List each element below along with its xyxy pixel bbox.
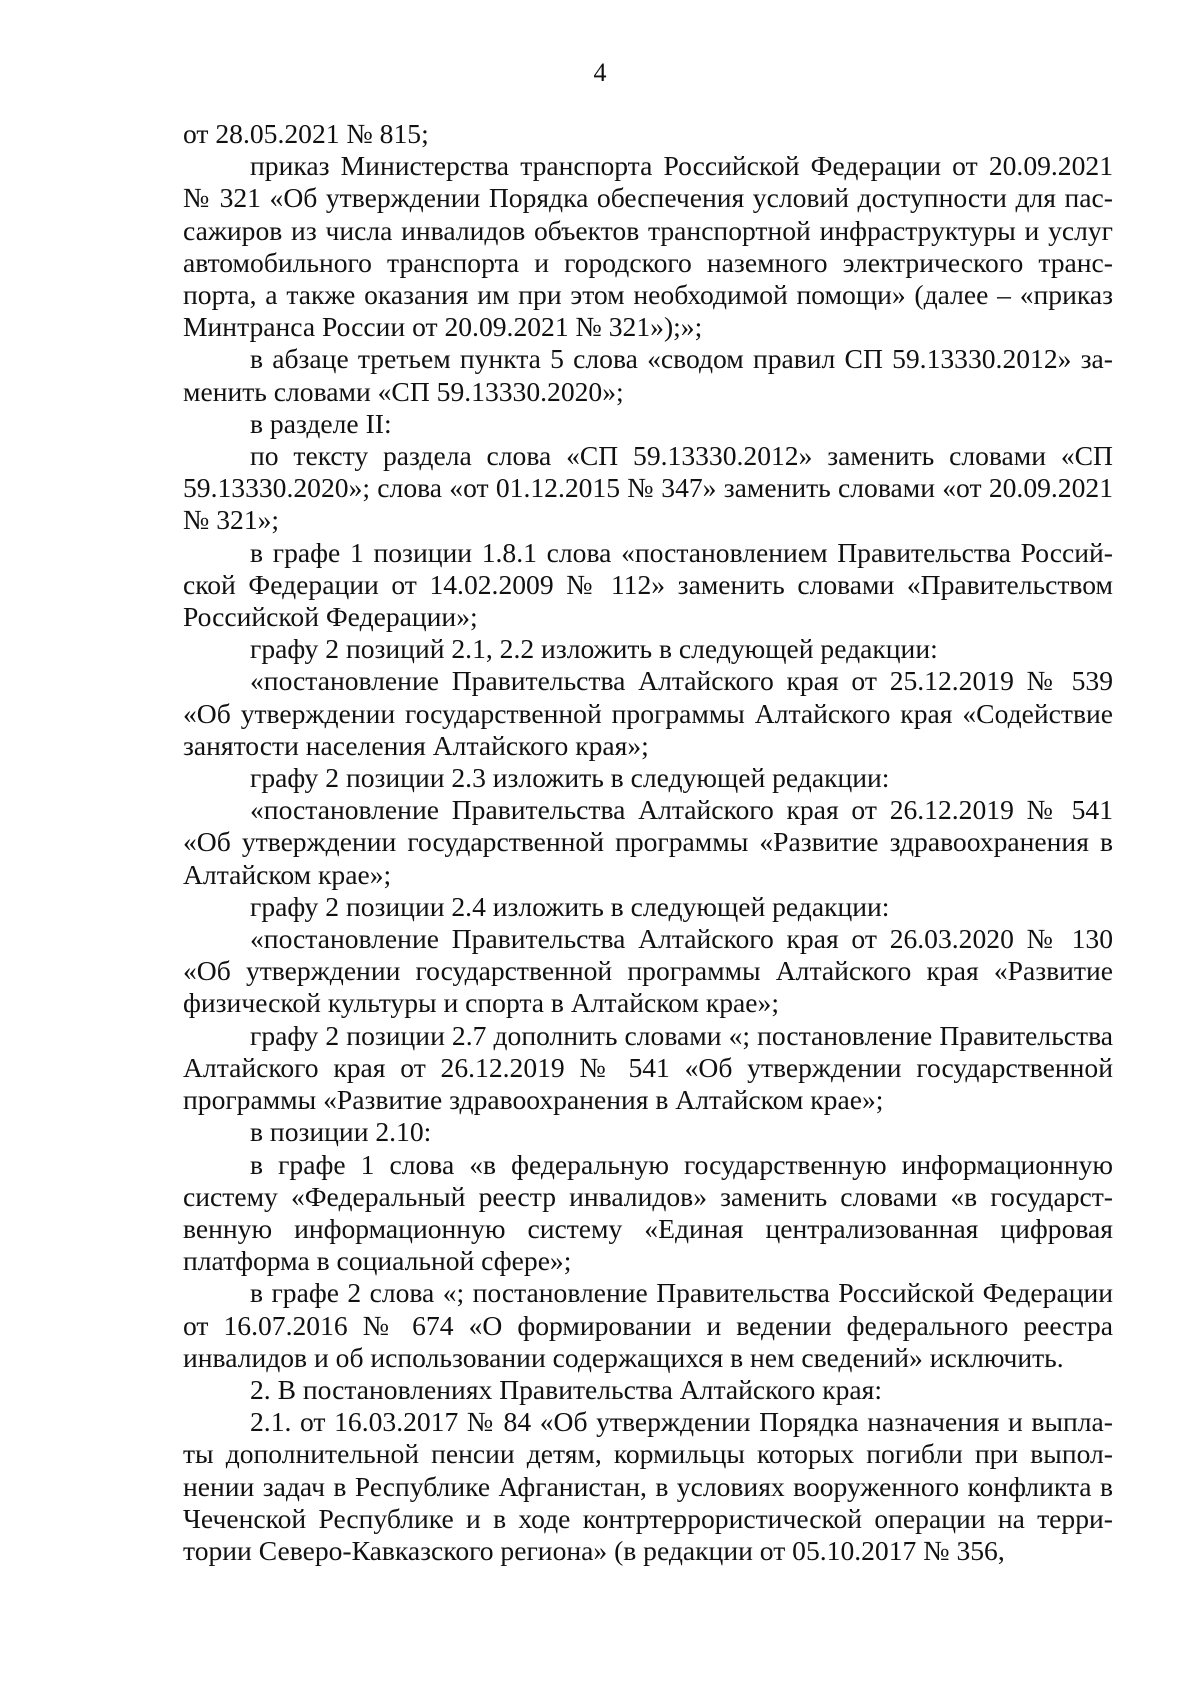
paragraph: «постановление Правительства Алтайского края от 26.12.2019 № 541 «Об утверждении государственной программы «Развитие здравоохранения в Алтайском крае»; [183,794,1113,890]
paragraph: от 28.05.2021 № 815; [183,118,429,149]
paragraph: графу 2 позиции 2.3 изложить в следующей редакции: [250,762,890,794]
paragraph: в разделе II: [250,407,392,439]
paragraph: в графе 2 слова «; постановление Правительства Российской Федерации от 16.07.2016 № 674 «О формировании и ведении федерального реестра инвалидов и об использовании содержащихся в нем сведений» исключить. [183,1277,1113,1373]
paragraph: графу 2 позиции 2.7 дополнить словами «; постановление Правительства Алтайского края от 26.12.2019 № 541 «Об утверждении государственной программы «Развитие здравоохранения в Алтайском крае»; [183,1019,1113,1116]
paragraph: в графе 1 позиции 1.8.1 слова «постановлением Правительства Российской Федерации от 14.02.2009 № 112» заменить словами «Правительством Российской Федерации»; [183,536,1113,633]
paragraph: графу 2 позиций 2.1, 2.2 изложить в следующей редакции: [250,633,938,665]
paragraph: в абзаце третьем пункта 5 слова «сводом правил СП 59.13330.2012» заменить словами «СП 59.13330.2020»; [183,343,1113,407]
document-text-body [183,118,1113,1567]
paragraph: по тексту раздела слова «СП 59.13330.2012» заменить словами «СП 59.13330.2020»; слова «от 01.12.2015 № 347» заменить словами «от 20.09.2021 № 321»; [183,440,1113,536]
paragraph: «постановление Правительства Алтайского края от 26.03.2020 № 130 «Об утверждении государственной программы Алтайского края «Развитие физической культуры и спорта в Алтайском крае»; [183,923,1113,1019]
page-number: 4 [593,58,607,87]
paragraph: графу 2 позиции 2.4 изложить в следующей редакции: [250,890,890,922]
paragraph: 2. В постановлениях Правительства Алтайского края: [250,1373,883,1405]
paragraph: в позиции 2.10: [250,1116,432,1148]
paragraph: в графе 1 слова «в федеральную государственную информационную систему «Федеральный реестр инвалидов» заменить словами «в государственную информационную систему «Единая централизованная цифровая платформа в социальной сфере»; [183,1148,1113,1277]
paragraph: приказ Министерства транспорта Российской Федерации от 20.09.2021 № 321 «Об утверждении Порядка обеспечения условий доступности для пассажиров из числа инвалидов объектов транспортной инфраструктуры и услуг автомобильного транспорта и городского наземного электрического транспорта, а также оказания им при этом необходимой помощи» (далее – «приказ Минтранса России от 20.09.2021 № 321»);»; [183,150,1113,343]
paragraph: «постановление Правительства Алтайского края от 25.12.2019 № 539 «Об утверждении государственной программы Алтайского края «Содействие занятости населения Алтайского края»; [183,665,1113,761]
paragraph: 2.1. от 16.03.2017 № 84 «Об утверждении Порядка назначения и выплаты дополнительной пенсии детям, кормильцы которых погибли при выполнении задач в Республике Афганистан, в условиях вооруженного конфликта в Чеченской Республике и в ходе контртеррористической операции на территории Северо-Кавказского региона» (в редакции от 05.10.2017 № 356, [183,1406,1113,1566]
